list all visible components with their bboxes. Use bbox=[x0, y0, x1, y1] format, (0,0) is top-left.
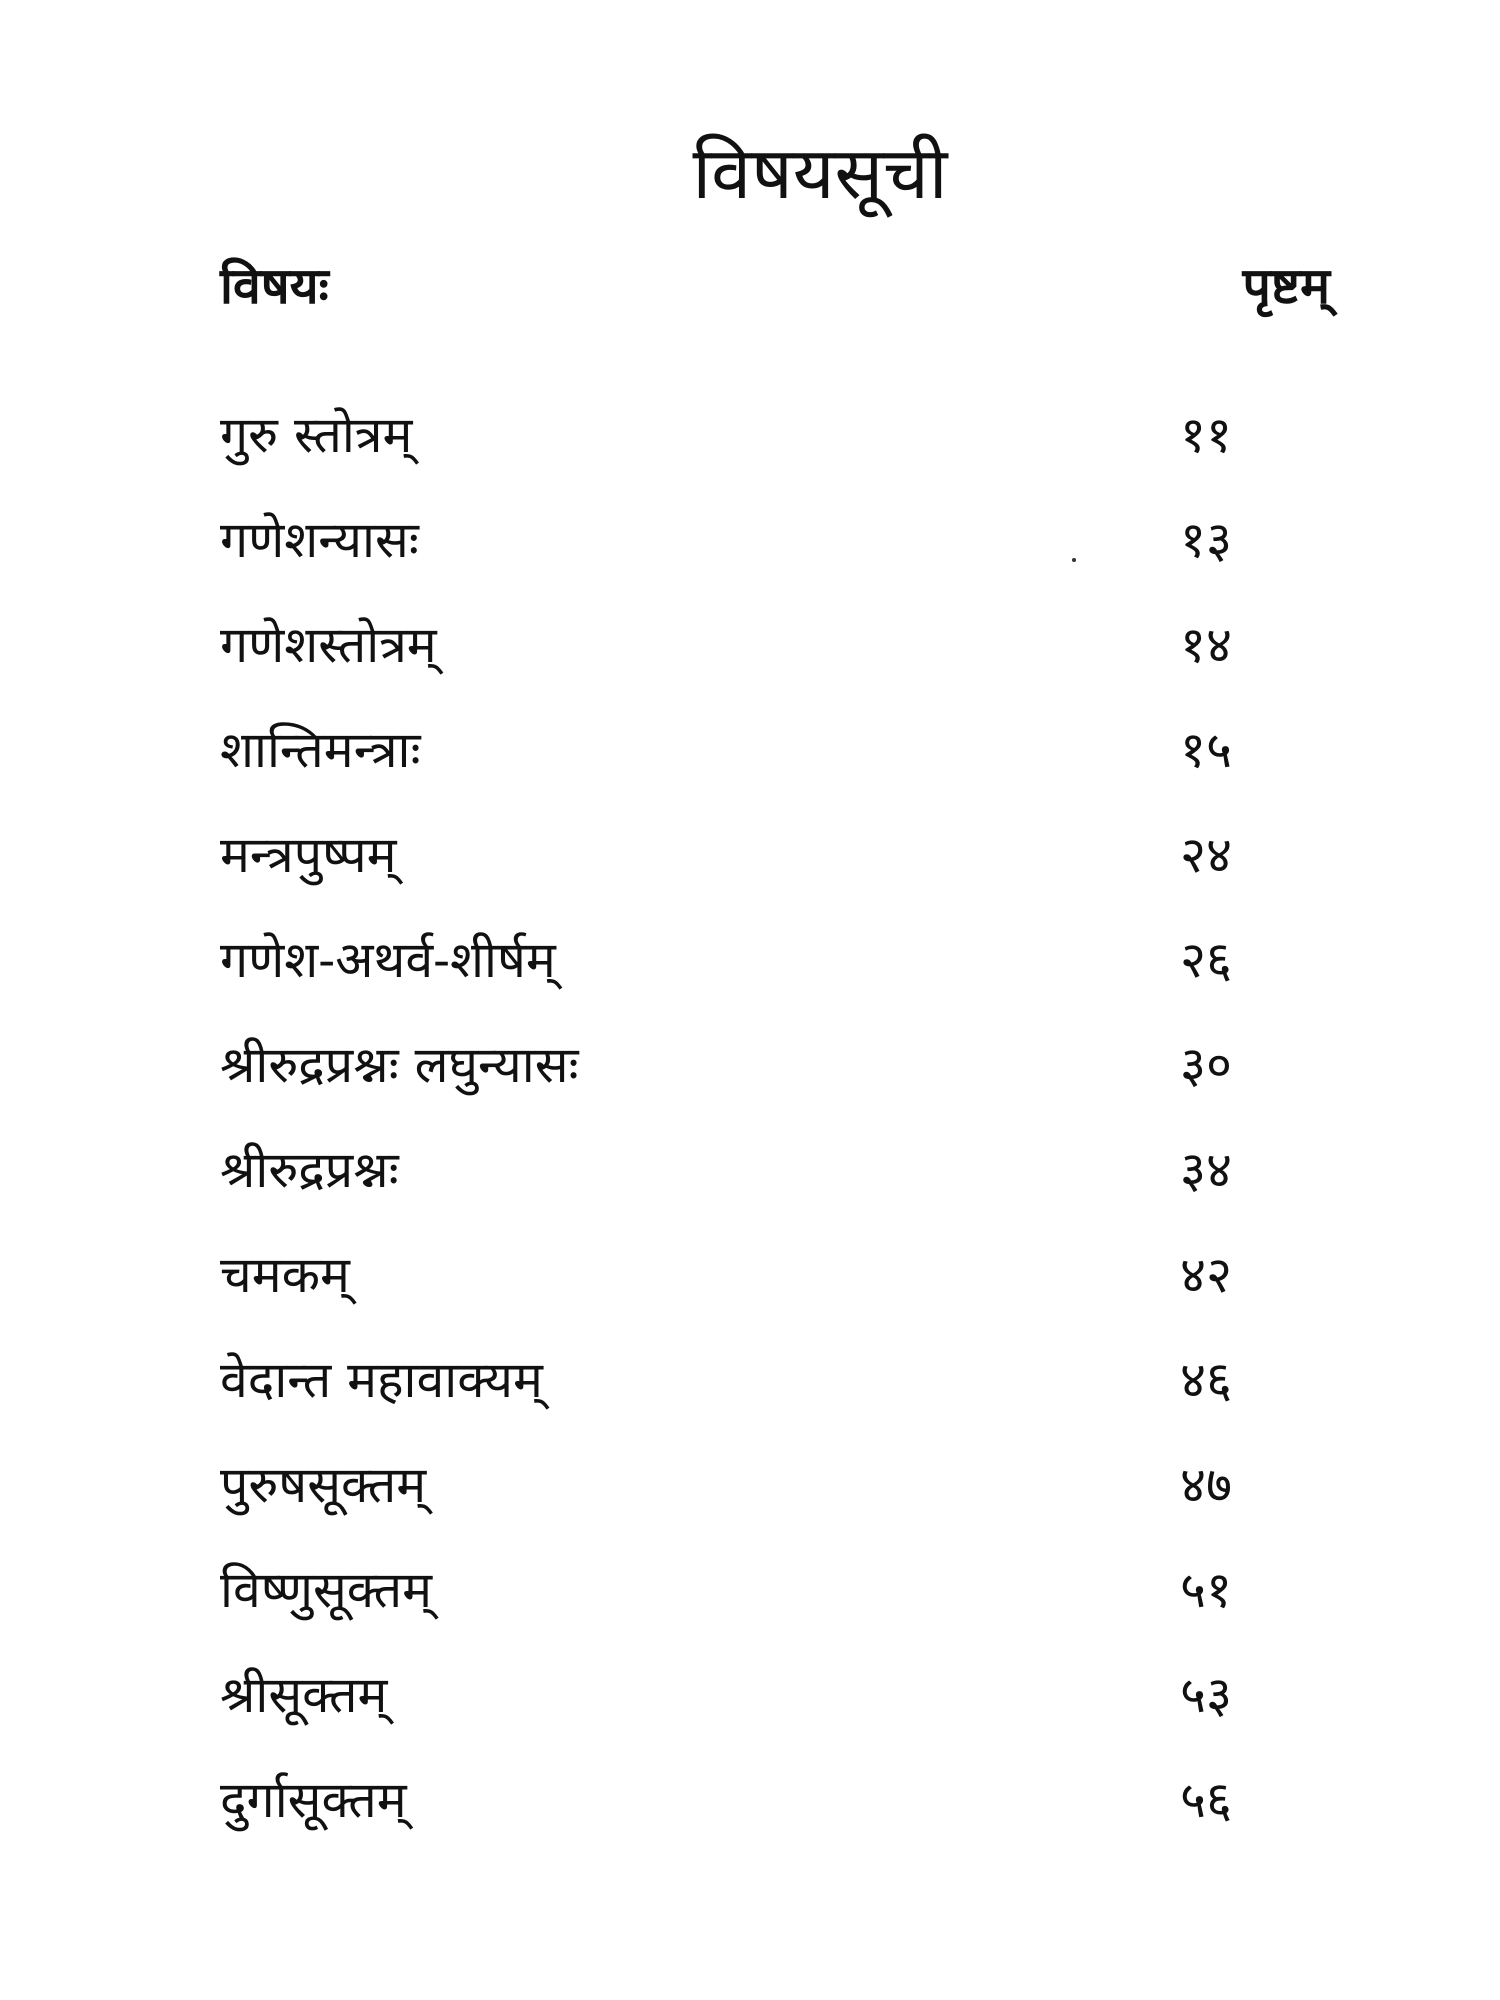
toc-entry bbox=[220, 1665, 1280, 1770]
toc-page-number: ११ bbox=[1180, 406, 1232, 464]
toc-entry bbox=[220, 1560, 1280, 1665]
toc-subject: शान्तिमन्त्राः bbox=[220, 721, 421, 779]
toc-entry bbox=[220, 930, 1280, 1035]
table-of-contents bbox=[220, 405, 1280, 1875]
subject-column-heading: विषयः bbox=[220, 256, 329, 315]
scan-speck bbox=[1072, 558, 1076, 562]
toc-subject: गुरु स्तोत्रम् bbox=[220, 406, 413, 464]
toc-page-number: ५६ bbox=[1180, 1771, 1232, 1829]
toc-page-number: ५१ bbox=[1180, 1561, 1232, 1619]
toc-entry bbox=[220, 1455, 1280, 1560]
toc-subject: चमकम् bbox=[220, 1246, 350, 1304]
toc-page-number: ४६ bbox=[1180, 1351, 1232, 1409]
toc-subject: विष्णुसूक्तम् bbox=[220, 1561, 432, 1619]
page-column-heading: पृष्टम् bbox=[1242, 256, 1330, 315]
toc-entry bbox=[220, 825, 1280, 930]
toc-entry bbox=[220, 1770, 1280, 1875]
toc-subject: मन्त्रपुष्पम् bbox=[220, 826, 397, 884]
toc-entry bbox=[220, 405, 1280, 510]
toc-subject: गणेशस्तोत्रम् bbox=[220, 616, 437, 674]
toc-page-number: १५ bbox=[1180, 721, 1232, 779]
toc-subject: दुर्गासूक्तम् bbox=[220, 1771, 407, 1829]
toc-entry bbox=[220, 615, 1280, 720]
toc-page-number: ३४ bbox=[1180, 1141, 1232, 1199]
toc-page-number: १४ bbox=[1180, 616, 1232, 674]
toc-page-number: ३० bbox=[1180, 1036, 1232, 1094]
toc-page-number: ५३ bbox=[1180, 1666, 1232, 1724]
toc-page-number: ४२ bbox=[1180, 1246, 1232, 1304]
toc-entry bbox=[220, 1035, 1280, 1140]
toc-entry bbox=[220, 1245, 1280, 1350]
toc-subject: श्रीसूक्तम् bbox=[220, 1666, 388, 1724]
toc-entry bbox=[220, 1140, 1280, 1245]
toc-subject: श्रीरुद्रप्रश्नः लघुन्यासः bbox=[220, 1036, 579, 1094]
toc-subject: गणेश-अथर्व-शीर्षम् bbox=[220, 931, 556, 989]
toc-page-number: २४ bbox=[1180, 826, 1232, 884]
toc-page-number: ४७ bbox=[1180, 1456, 1232, 1514]
toc-entry bbox=[220, 1350, 1280, 1455]
toc-entry bbox=[220, 510, 1280, 615]
toc-page-number: २६ bbox=[1180, 931, 1232, 989]
toc-entry bbox=[220, 720, 1280, 825]
toc-subject: श्रीरुद्रप्रश्नः bbox=[220, 1141, 399, 1199]
toc-page-number: १३ bbox=[1180, 511, 1232, 569]
toc-header bbox=[220, 250, 1330, 318]
toc-subject: वेदान्त महावाक्यम् bbox=[220, 1351, 543, 1409]
page-title: विषयसूची bbox=[692, 131, 948, 215]
toc-subject: गणेशन्यासः bbox=[220, 511, 419, 569]
toc-subject: पुरुषसूक्तम् bbox=[220, 1456, 427, 1514]
